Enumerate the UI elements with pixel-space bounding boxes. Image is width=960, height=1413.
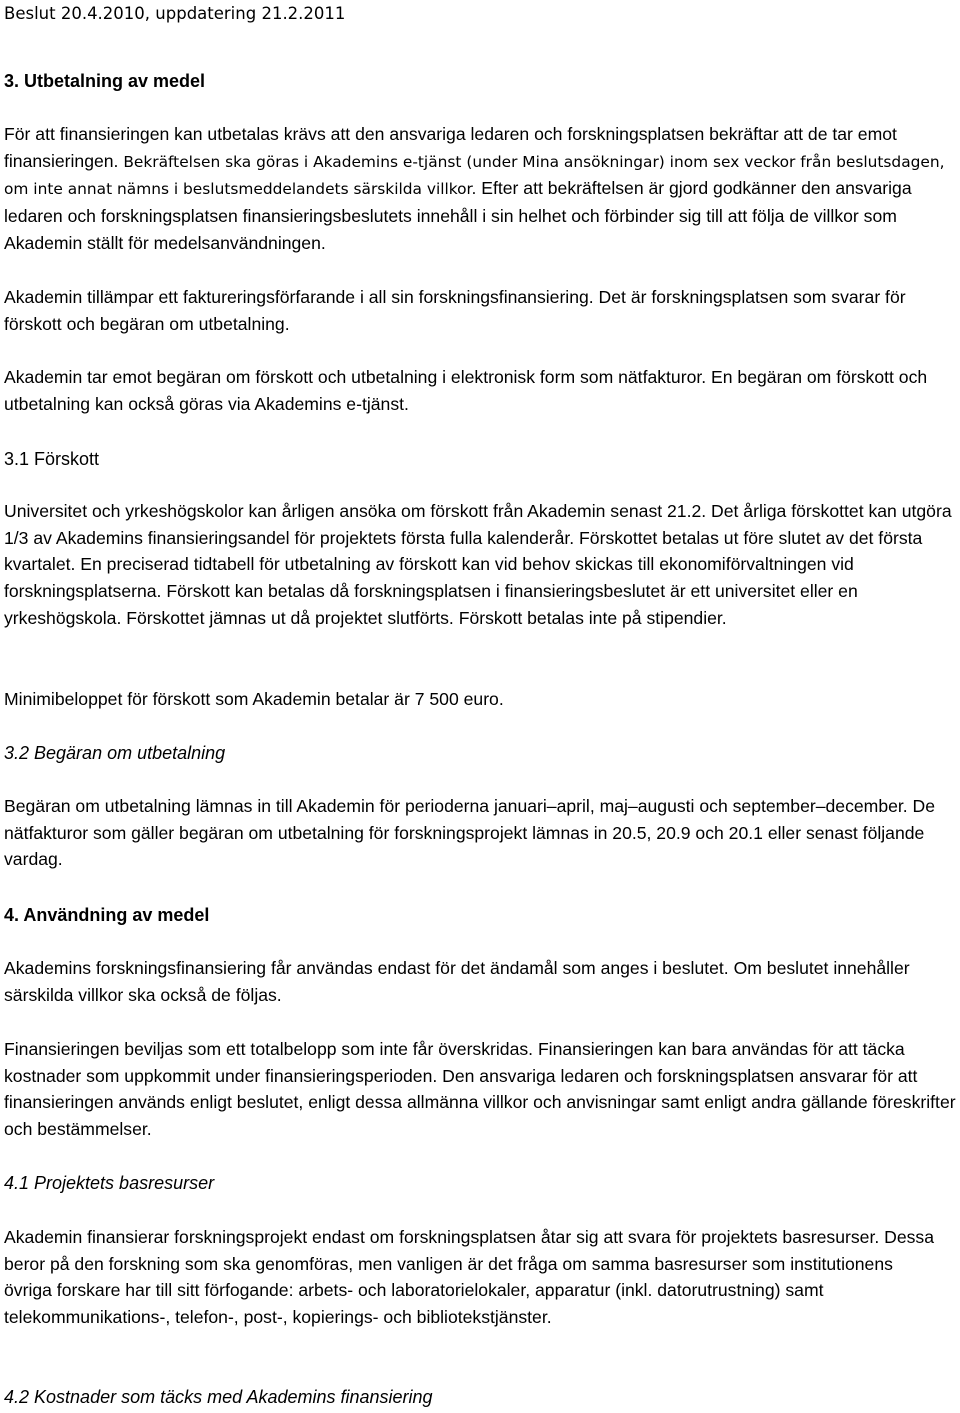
section-3-paragraph-3: Akademin tar emot begäran om förskott och utbetalning i elektronisk form som nätfakturor. En begäran om förskott och utbetalning kan också göras via Akademins e-tjänst. <box>4 367 928 414</box>
section-3-paragraph-1 <box>4 121 956 257</box>
section-3-paragraph-2: Akademin tillämpar ett faktureringsförfarande i all sin forskningsfinansiering. Det är forskningsplatsen som svarar för förskott och begäran om utbetalning. <box>4 287 906 334</box>
section-3-heading: 3. Utbetalning av medel <box>4 71 206 91</box>
section-4-paragraph-2: Finansieringen beviljas som ett totalbelopp som inte får överskridas. Finansieringen kan bara användas för att täcka kostnader som uppkommit under finansieringsperioden. Den ansvariga ledaren och forskningsplatsen ansvarar för att finansieringen används enligt beslutet, enligt dessa allmänna villkor och anvisningar samt enligt andra gällande föreskrifter och bestämmelser. <box>4 1039 956 1140</box>
section-3-2-paragraph-1: Begäran om utbetalning lämnas in till Akademin för perioderna januari–april, maj–augusti och september–december. De nätfakturor som gäller begäran om utbetalning för forskningsprojekt lämnas in 20.5, 20.9 och 20.1 eller senast följande vardag. <box>4 796 936 870</box>
section-3-2-heading: 3.2 Begäran om utbetalning <box>4 743 226 763</box>
section-3-paragraph-1-part-3: Efter att bekräftelsen är gjord godkänner den ansvariga ledaren och forskningsplatsen finansieringsbeslutets innehåll i sin helhet och förbinder sig till att följa de villkor som Akademin ställt för medelsanvändningen. <box>4 178 912 253</box>
section-3-paragraph-1-part-1: För att finansieringen kan utbetalas krävs att den ansvariga ledaren och forskningsplatsen bekräftar att de tar emot finansieringen. <box>4 124 897 171</box>
section-3-paragraph-1-part-2: Bekräftelsen ska göras i Akademins e-tjänst (under Mina ansökningar) inom sex veckor från beslutsdagen, om inte annat nämns i beslutsmeddelandets särskilda villkor. <box>4 152 945 199</box>
section-3-1-heading: 3.1 Förskott <box>4 449 100 469</box>
section-4-2-heading: 4.2 Kostnader som täcks med Akademins finansiering <box>4 1387 433 1407</box>
section-4-1-paragraph-1: Akademin finansierar forskningsprojekt endast om forskningsplatsen åtar sig att svara för projektets basresurser. Dessa beror på den forskning som ska genomföras, men vanligen är det fråga om samma basresurser som institutionens övriga forskare har till sitt förfogande: arbets- och laboratorielokaler, apparatur (inkl. datorutrustning) samt telekommunikations-, telefon-, post-, kopierings- och bibliotekstjänster. <box>4 1227 934 1328</box>
section-4-paragraph-1: Akademins forskningsfinansiering får användas endast för det ändamål som anges i beslutet. Om beslutet innehåller särskilda villkor ska också de följas. <box>4 958 910 1005</box>
decision-date-line: Beslut 20.4.2010, uppdatering 21.2.2011 <box>4 4 346 23</box>
section-3-1-paragraph-2: Minimibeloppet för förskott som Akademin betalar är 7 500 euro. <box>4 689 504 709</box>
section-3-1-paragraph-1: Universitet och yrkeshögskolor kan årligen ansöka om förskott från Akademin senast 21.2. Det årliga förskottet kan utgöra 1/3 av Akademins finansieringsandel för projektets första fulla kalenderår. Förskottet betalas ut före slutet av det första kvartalet. En preciserad tidtabell för utbetalning av förskott kan vid behov skickas till ekonomiförvaltningen vid forskningsplatserna. Förskott kan betalas då forskningsplatsen i finansieringsbeslutet är ett universitet eller en yrkeshögskola. Förskottet jämnas ut då projektet slutförts. Förskott betalas inte på stipendier. <box>4 501 952 628</box>
section-4-heading: 4. Användning av medel <box>4 905 210 925</box>
section-4-1-heading: 4.1 Projektets basresurser <box>4 1173 215 1193</box>
